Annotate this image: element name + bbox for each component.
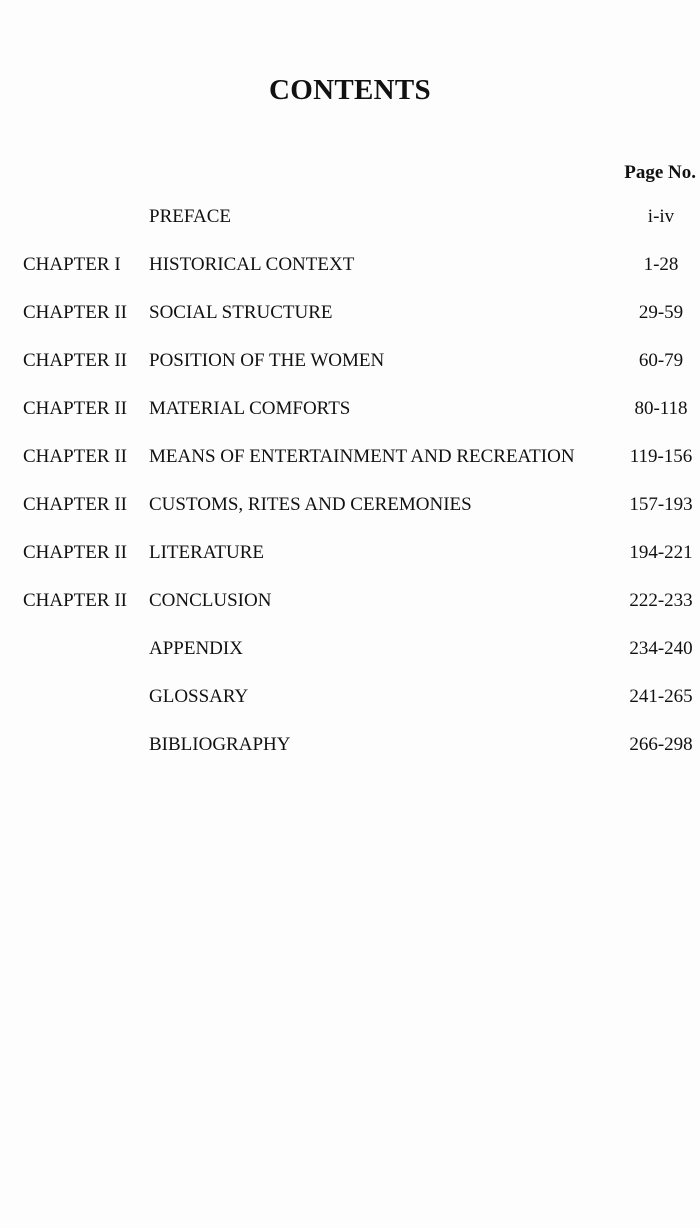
toc-entry-title: SOCIAL STRUCTURE (149, 302, 333, 323)
toc-row-social-structure (0, 302, 700, 350)
toc-row-material-comforts (0, 398, 700, 446)
toc-chapter-label: CHAPTER II (23, 398, 127, 419)
toc-chapter-label: CHAPTER II (23, 494, 127, 515)
toc-row-preface (0, 206, 700, 254)
toc-entry-title: HISTORICAL CONTEXT (149, 254, 355, 275)
page-number-header: Page No. (624, 162, 696, 183)
toc-row-conclusion (0, 590, 700, 638)
toc-row-literature (0, 542, 700, 590)
toc-row-appendix (0, 638, 700, 686)
toc-page-range: 234-240 (629, 638, 693, 659)
toc-entry-title: CUSTOMS, RITES AND CEREMONIES (149, 494, 472, 515)
toc-entry-title: MATERIAL COMFORTS (149, 398, 351, 419)
toc-row-customs (0, 494, 700, 542)
toc-entry-title: MEANS OF ENTERTAINMENT AND RECREATION (149, 446, 575, 467)
toc-page-range: 119-156 (629, 446, 693, 467)
toc-page-range: 222-233 (629, 590, 693, 611)
toc-entry-title: APPENDIX (149, 638, 243, 659)
toc-page-range: 29-59 (638, 302, 684, 323)
toc-page-range: 157-193 (629, 494, 693, 515)
toc-page-range: 60-79 (638, 350, 684, 371)
toc-chapter-label: CHAPTER II (23, 542, 127, 563)
table-of-contents (0, 206, 700, 782)
toc-page-range: 241-265 (629, 686, 693, 707)
toc-row-historical-context (0, 254, 700, 302)
toc-chapter-label: CHAPTER II (23, 590, 127, 611)
toc-page-range: 1-28 (643, 254, 679, 275)
toc-chapter-label: CHAPTER II (23, 302, 127, 323)
toc-entry-title: CONCLUSION (149, 590, 272, 611)
toc-entry-title: LITERATURE (149, 542, 265, 563)
toc-entry-title: PREFACE (149, 206, 232, 227)
toc-page-range: i-iv (647, 206, 675, 227)
toc-chapter-label: CHAPTER II (23, 350, 127, 371)
toc-entry-title: POSITION OF THE WOMEN (149, 350, 385, 371)
toc-row-entertainment (0, 446, 700, 494)
toc-row-bibliography (0, 734, 700, 782)
toc-entry-title: GLOSSARY (149, 686, 249, 707)
toc-row-glossary (0, 686, 700, 734)
toc-row-position-of-women (0, 350, 700, 398)
page-title: CONTENTS (269, 74, 431, 106)
toc-entry-title: BIBLIOGRAPHY (149, 734, 291, 755)
toc-page-range: 80-118 (634, 398, 688, 419)
toc-chapter-label: CHAPTER I (23, 254, 121, 275)
toc-page-range: 194-221 (629, 542, 693, 563)
toc-chapter-label: CHAPTER II (23, 446, 127, 467)
toc-page-range: 266-298 (629, 734, 693, 755)
